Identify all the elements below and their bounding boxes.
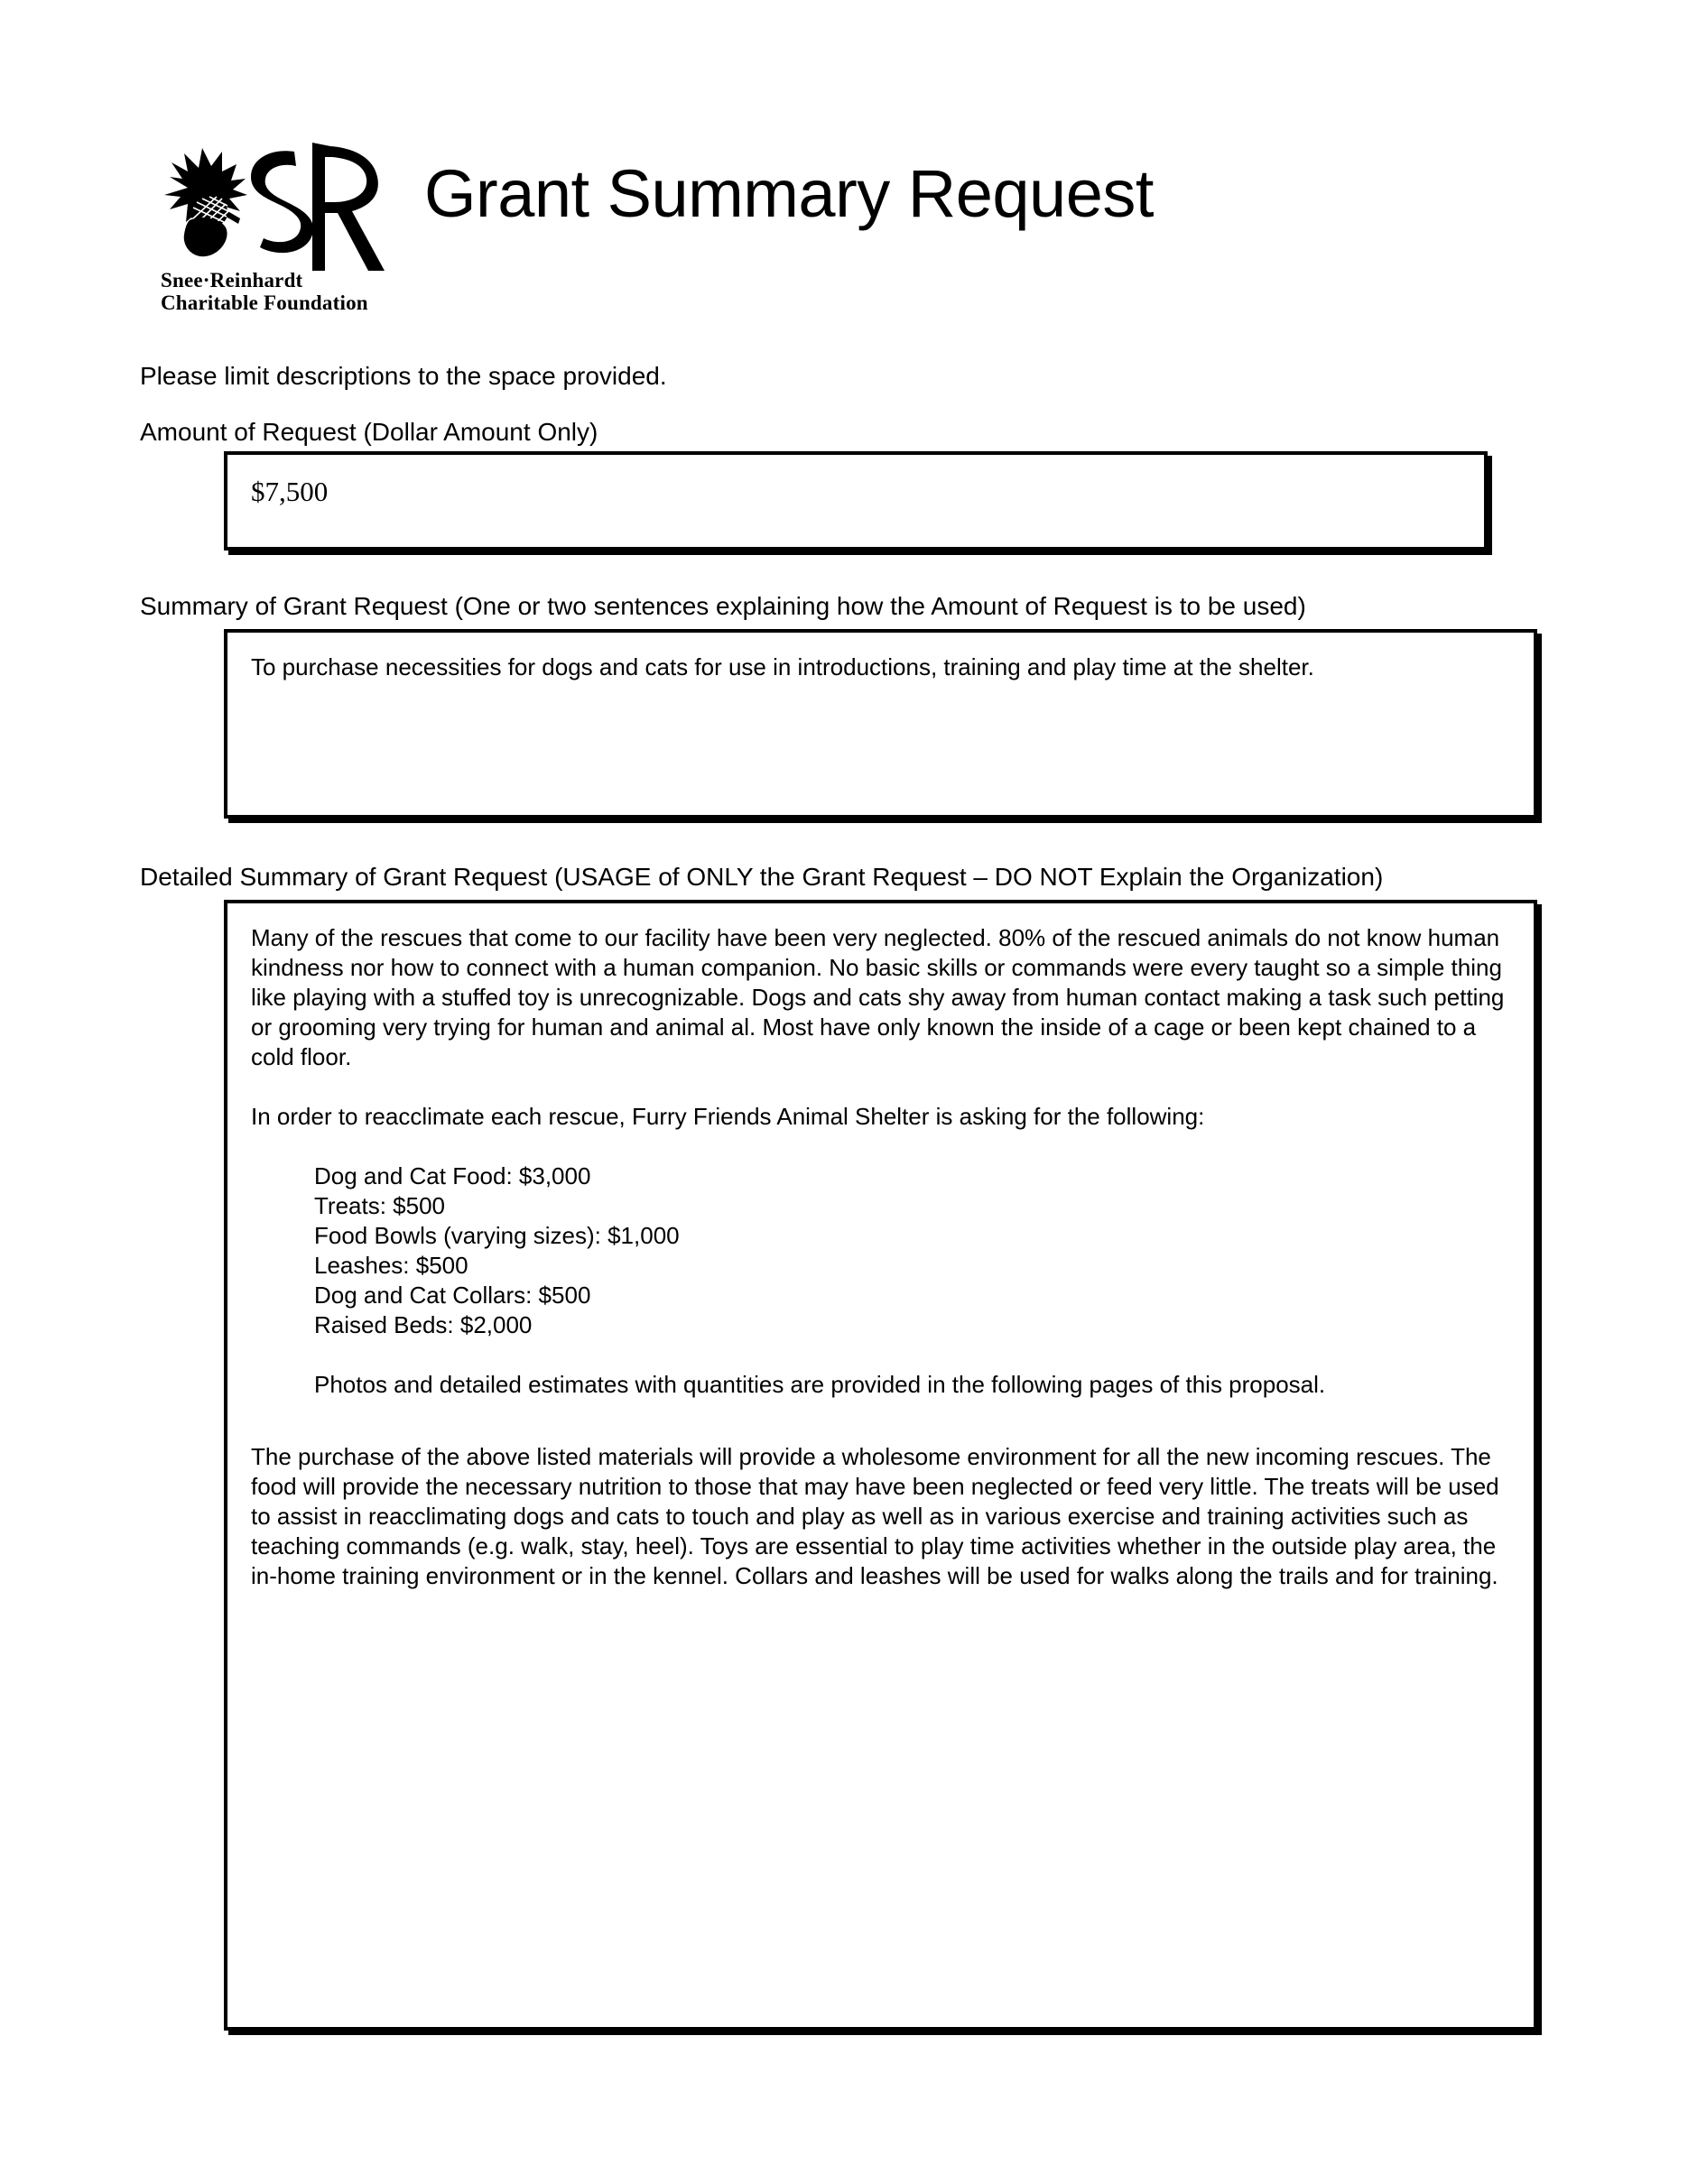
budget-item: Leashes: $500 [314,1252,468,1279]
budget-item: Treats: $500 [314,1192,446,1219]
oak-leaf-acorn-sr-monogram-icon [135,135,397,271]
detailed-paragraph-3: The purchase of the above listed materials will provide a wholesome environment for all the new incoming rescues. The food will provide the necessary nutrition to those that may have been neglected or feed very little. The treats will be used to assist in reacclimating dogs and cats to touch and play as well as in various exercise and training activities such as teaching commands (e.g. walk, stay, heel). Toys are essential to play time activities whether in the outside play area, the in-home training environment or in the kennel. Collars and leashes will be used for walks along the trails and for training. [251,1443,1499,1589]
detailed-field-box[interactable] [224,900,1537,2031]
budget-item: Dog and Cat Collars: $500 [314,1282,591,1309]
amount-box-content [251,475,1468,509]
budget-item-list [251,1161,1517,1340]
instruction-text: Please limit descriptions to the space provided. [140,362,667,390]
foundation-name-line1: Snee·Reinhardt [161,269,303,292]
budget-item: Dog and Cat Food: $3,000 [314,1162,591,1189]
amount-field-box[interactable] [224,451,1488,551]
detailed-box-content [251,923,1517,1591]
foundation-name-line2: Charitable Foundation [161,292,368,314]
summary-value: To purchase necessities for dogs and cats for use in introductions, training and play time at the shelter. [251,653,1314,680]
foundation-name [161,269,404,314]
amount-field-label: Amount of Request (Dollar Amount Only) [140,418,598,446]
summary-field-box[interactable] [224,629,1537,819]
summary-box-content [251,652,1517,682]
budget-item: Food Bowls (varying sizes): $1,000 [314,1222,680,1249]
paragraph-spacer [251,1430,1517,1442]
detailed-paragraph-2: In order to reacclimate each rescue, Furry Friends Animal Shelter is asking for the following: [251,1103,1205,1130]
document-header [135,135,1580,329]
page-title: Grant Summary Request [424,156,1154,231]
detailed-paragraph-1: Many of the rescues that come to our facility have been very neglected. 80% of the rescued animals do not know human kindness nor how to connect with a human companion. No basic skills or commands were every taught so a simple thing like playing with a stuffed toy is unrecognizable. Dogs and cats shy away from human contact making a task such petting or grooming very trying for human and animal al. Most have only known the inside of a cage or been kept chained to a cold floor. [251,924,1505,1070]
foundation-logo [135,135,397,329]
amount-value: $7,500 [251,476,329,507]
summary-field-label: Summary of Grant Request (One or two sentences explaining how the Amount of Request is to be used) [140,592,1306,620]
photos-estimates-note: Photos and detailed estimates with quantities are provided in the following pages of this proposal. [314,1371,1326,1398]
detailed-field-label: Detailed Summary of Grant Request (USAGE of ONLY the Grant Request – DO NOT Explain the Organization) [140,863,1384,891]
budget-item: Raised Beds: $2,000 [314,1311,533,1338]
